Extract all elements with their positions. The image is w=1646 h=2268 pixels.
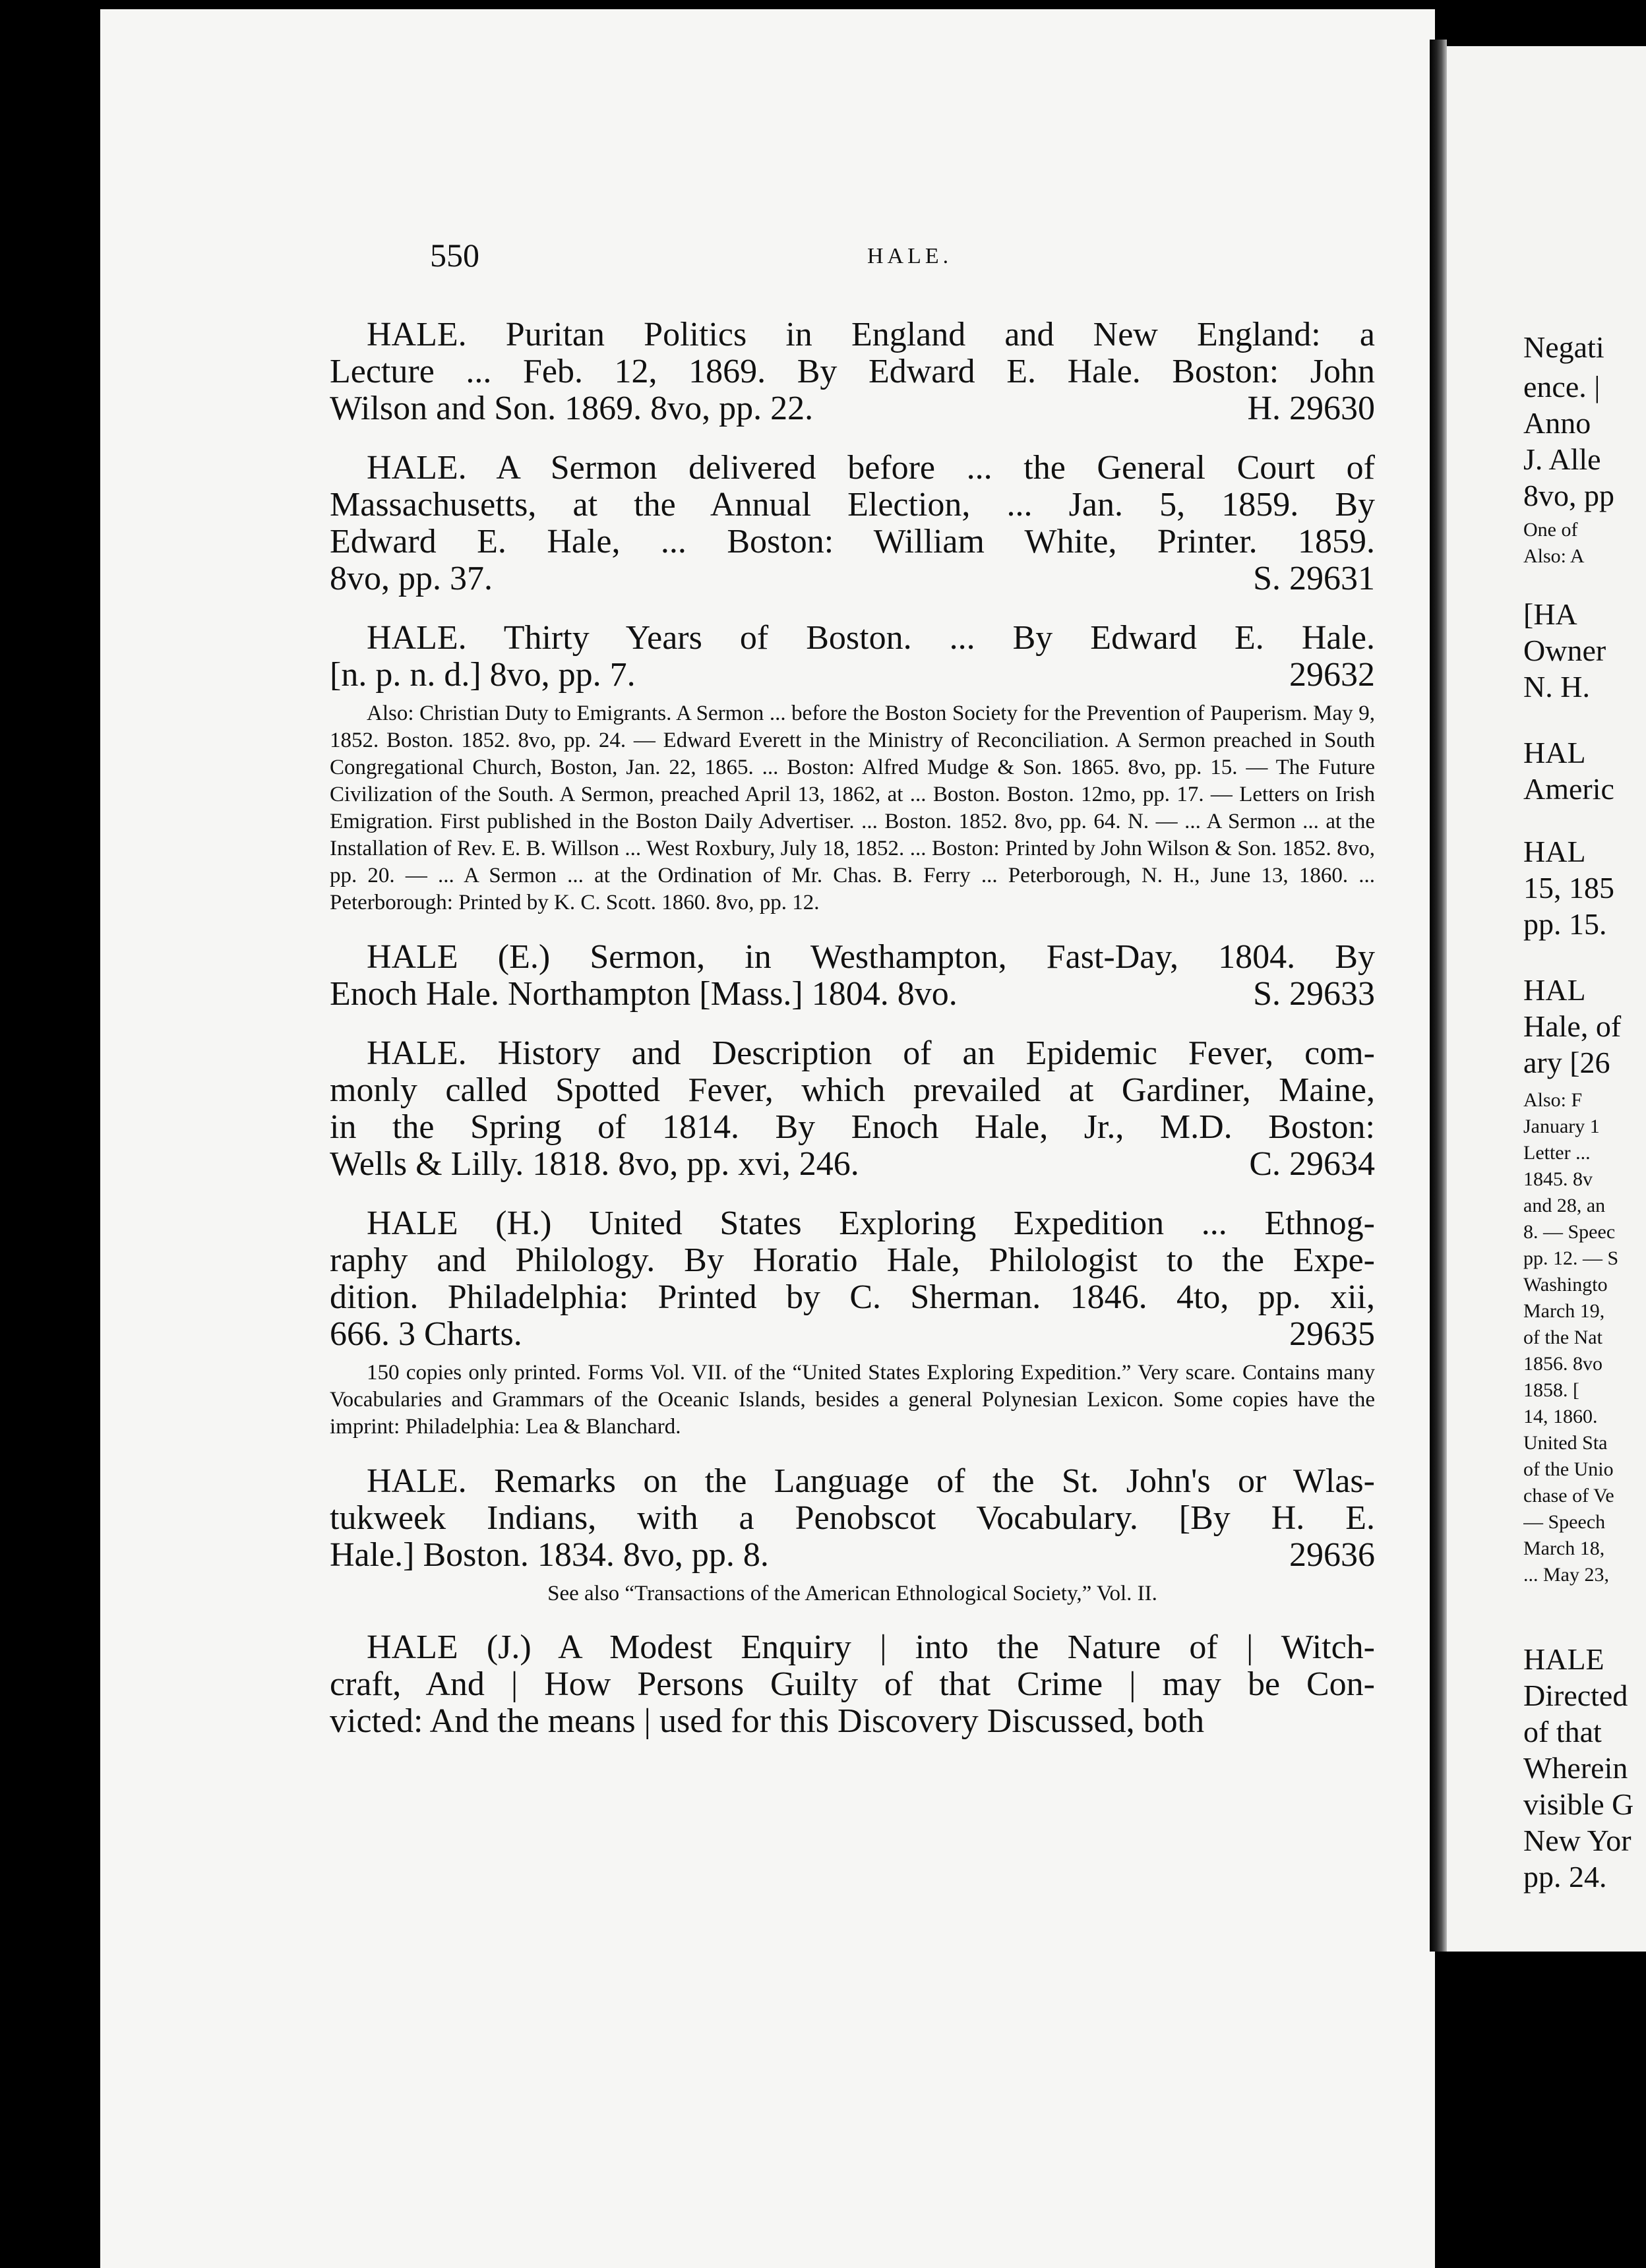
entry-number: 29632 bbox=[1289, 656, 1375, 694]
right-page-fragment: N. H. bbox=[1523, 670, 1590, 703]
entry-last-line bbox=[330, 560, 1375, 597]
entry-line: HALE (H.) United States Exploring Expedition ... Ethnog- bbox=[367, 1205, 1375, 1242]
right-page-fragment: Americ bbox=[1523, 772, 1614, 806]
right-page-fragment: Also: A bbox=[1523, 545, 1585, 567]
entry-line: HALE. Thirty Years of Boston. ... By Edward E. Hale. bbox=[367, 619, 1375, 657]
entry-last-line bbox=[330, 390, 1375, 427]
entry-number: 29636 bbox=[1289, 1536, 1375, 1574]
right-page-fragment: J. Alle bbox=[1523, 442, 1601, 476]
entry-line: HALE. History and Description of an Epidemic Fever, com- bbox=[367, 1034, 1375, 1072]
entry-line: craft, And | How Persons Guilty of that Crime | may be Con- bbox=[330, 1665, 1375, 1703]
right-page-fragment: 8vo, pp bbox=[1523, 479, 1614, 512]
entry-29637 bbox=[330, 1629, 1375, 1740]
running-head: HALE. bbox=[867, 244, 953, 268]
entry-29636 bbox=[330, 1463, 1375, 1607]
right-page-fragment: January 1 bbox=[1523, 1116, 1600, 1137]
entry-line: monly called Spotted Fever, which prevailed at Gardiner, Maine, bbox=[330, 1071, 1375, 1109]
entry-29635 bbox=[330, 1205, 1375, 1441]
right-page-fragment: 1845. 8v bbox=[1523, 1168, 1593, 1190]
right-page-fragment: HALE bbox=[1523, 1642, 1604, 1676]
right-page-fragment: of that bbox=[1523, 1715, 1602, 1748]
entry-29633 bbox=[330, 939, 1375, 1013]
entry-line: Lecture ... Feb. 12, 1869. By Edward E. Hale. Boston: John bbox=[330, 353, 1375, 390]
entry-29634 bbox=[330, 1035, 1375, 1183]
right-page-fragment: Wherein bbox=[1523, 1751, 1628, 1785]
right-page-fragment: pp. 12. — S bbox=[1523, 1247, 1619, 1269]
right-page-fragment: Also: F bbox=[1523, 1089, 1583, 1111]
right-page-fragment: New Yor bbox=[1523, 1824, 1631, 1857]
entry-note: Also: Christian Duty to Emigrants. A Sermon ... before the Boston Society for the Prevention of Pauperism. May 9, 1852. Boston. 1852. 8vo, pp. 24. — Edward Everett in the Ministry of Reconciliation. A Sermon preached in South Congregational Church, Boston, Jan. 22, 1865. ... Boston: Alfred Mudge & Son. 1865. 8vo, pp. 15. — The Future Civilization of the South. A Sermon, preached April 13, 1862, at ... Boston. Boston. 12mo, pp. 17. — Letters on Irish Emigration. First published in the Boston Daily Advertiser. ... Boston. 1852. 8vo, pp. 64. N. — ... A Sermon ... at the Installation of Rev. E. B. Willson ... West Roxbury, July 18, 1852. ... Boston: Printed by John Wilson & Son. 1852. 8vo, pp. 20. — ... A Sermon ... at the Ordination of Mr. Chas. B. Ferry ... Peterborough, N. H., June 13, 1860. ... Peterborough: Printed by K. C. Scott. 1860. 8vo, pp. 12. bbox=[330, 701, 1375, 914]
see-also-note: See also “Transactions of the American Ethnological Society,” Vol. II. bbox=[547, 1582, 1157, 1605]
entry-line: in the Spring of 1814. By Enoch Hale, Jr., M.D. Boston: bbox=[330, 1108, 1375, 1146]
entry-last-line bbox=[330, 1146, 1375, 1183]
entry-line: Wilson and Son. 1869. 8vo, pp. 22. bbox=[330, 390, 814, 427]
right-page-fragment: HAL bbox=[1523, 736, 1586, 769]
entry-line: dition. Philadelphia: Printed by C. Sherman. 1846. 4to, pp. xii, bbox=[330, 1278, 1375, 1316]
right-page-fragment: visible G bbox=[1523, 1787, 1634, 1821]
right-page-fragment: ... May 23, bbox=[1523, 1564, 1609, 1586]
right-page-fragment: of the Nat bbox=[1523, 1327, 1602, 1348]
right-page-fragment: March 19, bbox=[1523, 1300, 1605, 1322]
right-page-fragment: — Speech bbox=[1523, 1511, 1606, 1533]
entry-last-line bbox=[330, 657, 1375, 694]
right-page-fragment: 1856. 8vo bbox=[1523, 1353, 1602, 1375]
entry-29631 bbox=[330, 450, 1375, 597]
right-page-fragment: [HA bbox=[1523, 597, 1577, 631]
right-page-fragment: 8. — Speec bbox=[1523, 1221, 1616, 1243]
entry-line: HALE. Remarks on the Language of the St. John's or Wlas- bbox=[367, 1462, 1375, 1500]
entry-number: C. 29634 bbox=[1249, 1145, 1375, 1183]
right-page-fragment: 14, 1860. bbox=[1523, 1406, 1598, 1427]
right-page-fragment: 1858. [ bbox=[1523, 1379, 1579, 1401]
entry-line: HALE (J.) A Modest Enquiry | into the Nature of | Witch- bbox=[367, 1628, 1375, 1666]
right-page-fragment: of the Unio bbox=[1523, 1458, 1614, 1480]
right-page-fragment: One of bbox=[1523, 519, 1578, 541]
right-page-fragment: pp. 15. bbox=[1523, 907, 1607, 941]
right-page-fragment: and 28, an bbox=[1523, 1195, 1606, 1216]
entry-number: S. 29633 bbox=[1253, 975, 1375, 1013]
right-page-fragment: HAL bbox=[1523, 973, 1586, 1007]
right-page-fragment: Anno bbox=[1523, 406, 1591, 440]
entry-29630 bbox=[330, 316, 1375, 427]
entry-line: 666. 3 Charts. bbox=[330, 1315, 522, 1353]
right-page-fragment: Hale, of bbox=[1523, 1009, 1622, 1043]
entry-line: [n. p. n. d.] 8vo, pp. 7. bbox=[330, 656, 636, 694]
right-page-fragment: United Sta bbox=[1523, 1432, 1608, 1454]
entry-line: victed: And the means | used for this Discovery Discussed, both bbox=[330, 1702, 1205, 1740]
entry-line: Hale.] Boston. 1834. 8vo, pp. 8. bbox=[330, 1536, 769, 1574]
entry-last-line bbox=[330, 1537, 1375, 1574]
entry-last-line bbox=[330, 1316, 1375, 1353]
entry-line: Enoch Hale. Northampton [Mass.] 1804. 8vo. bbox=[330, 975, 958, 1013]
right-page-fragment: Negati bbox=[1523, 330, 1604, 364]
entry-line: Massachusetts, at the Annual Election, ... Jan. 5, 1859. By bbox=[330, 486, 1375, 523]
entry-line: raphy and Philology. By Horatio Hale, Philologist to the Expe- bbox=[330, 1241, 1375, 1279]
right-page-fragment: Washingto bbox=[1523, 1274, 1608, 1296]
right-page-fragment: chase of Ve bbox=[1523, 1485, 1614, 1507]
entry-line: HALE (E.) Sermon, in Westhampton, Fast-Day, 1804. By bbox=[367, 938, 1375, 976]
right-page-fragment: ary [26 bbox=[1523, 1046, 1610, 1079]
right-page-fragment: March 18, bbox=[1523, 1537, 1605, 1559]
entry-line: HALE. A Sermon delivered before ... the General Court of bbox=[367, 449, 1375, 487]
entry-note: 150 copies only printed. Forms Vol. VII. of the “United States Exploring Expedition.” Very scare. Contains many Vocabularies and Grammars of the Oceanic Islands, besides a general Polynesian Lexicon. Some copies have the imprint: Philadelphia: Lea & Blanchard. bbox=[330, 1361, 1375, 1439]
entries-column bbox=[330, 316, 1375, 1762]
book-gutter bbox=[1430, 40, 1447, 1952]
entry-29632 bbox=[330, 620, 1375, 916]
entry-line: tukweek Indians, with a Penobscot Vocabulary. [By H. E. bbox=[330, 1499, 1375, 1537]
entry-line: 8vo, pp. 37. bbox=[330, 560, 493, 597]
right-page-fragment: ence. | bbox=[1523, 370, 1600, 403]
right-page-fragment: Letter ... bbox=[1523, 1142, 1591, 1164]
entry-number: S. 29631 bbox=[1253, 560, 1375, 597]
entry-last-line bbox=[330, 976, 1375, 1013]
right-page-fragment: HAL bbox=[1523, 835, 1586, 868]
page-number: 550 bbox=[430, 237, 479, 274]
right-page-fragment: pp. 24. bbox=[1523, 1860, 1607, 1894]
entry-number: 29635 bbox=[1289, 1315, 1375, 1353]
entry-line: Edward E. Hale, ... Boston: William White, Printer. 1859. bbox=[330, 523, 1375, 560]
entry-line: Wells & Lilly. 1818. 8vo, pp. xvi, 246. bbox=[330, 1145, 859, 1183]
entry-number: H. 29630 bbox=[1247, 390, 1375, 427]
right-page-fragment: 15, 185 bbox=[1523, 871, 1614, 905]
entry-line: HALE. Puritan Politics in England and New England: a bbox=[367, 316, 1375, 353]
right-page-fragment: Owner bbox=[1523, 634, 1606, 667]
right-page-fragment: Directed bbox=[1523, 1679, 1628, 1712]
